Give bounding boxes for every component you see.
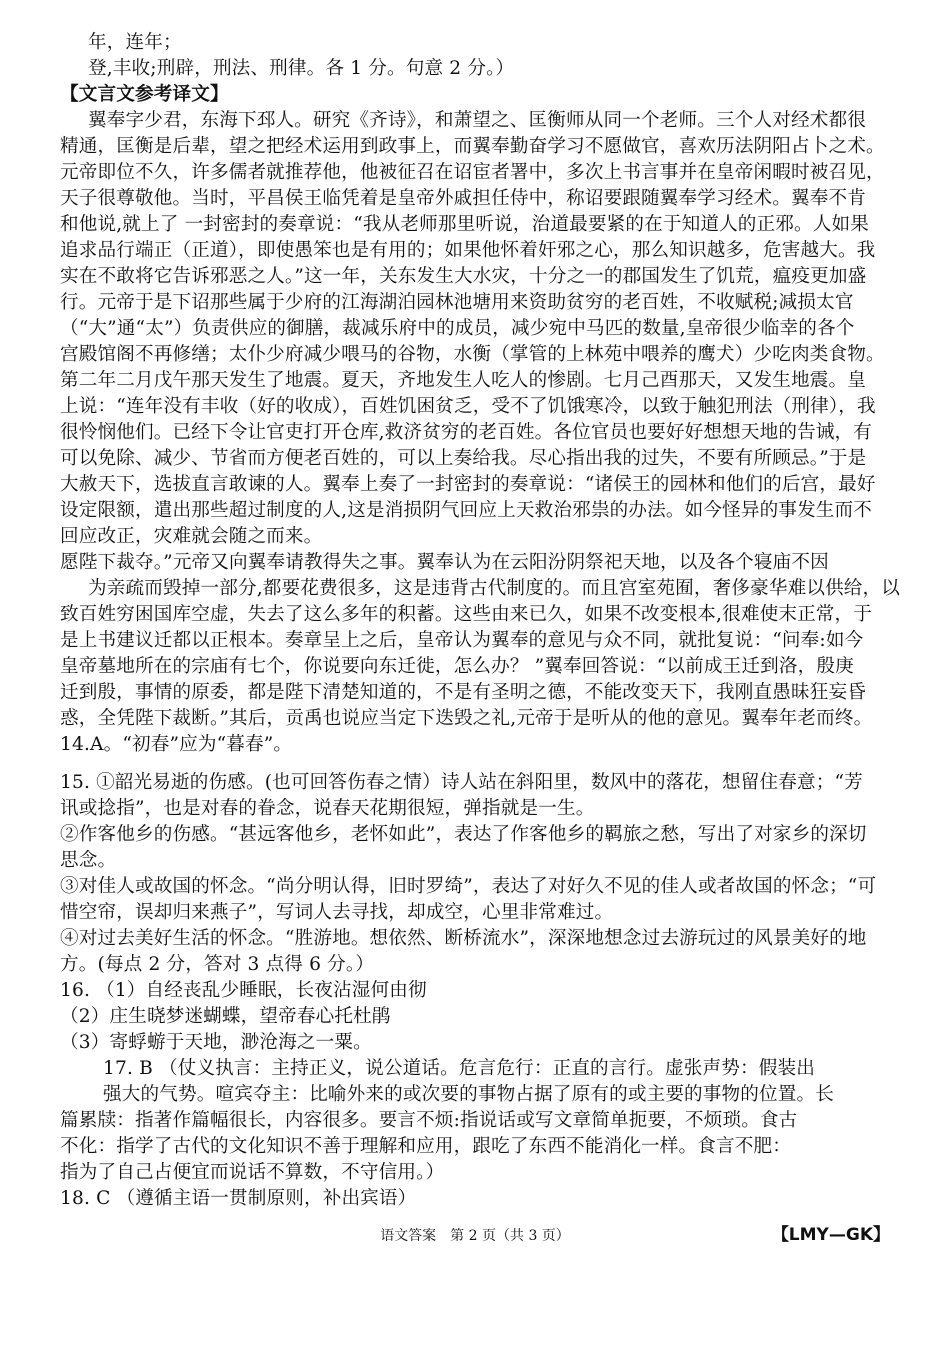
text-line: 17. B （仗义执言：主持正义，说公道话。危言危行：正直的言行。虚张声势：假装出 <box>103 1058 815 1079</box>
text-line: 篇累牍：指著作篇幅很长，内容很多。要言不烦:指说话或写文章简单扼要，不烦琐。食古 <box>60 1110 798 1131</box>
text-line: 14.A。“初春”应为“暮春”。 <box>60 734 293 755</box>
text-line: 很怜悯他们。已经下令让官吏打开仓库,救济贫穷的老百姓。各位官员也要好好想想天地的告诫，有 <box>60 422 873 443</box>
page-footer: 语文答案 第 2 页（共 3 页） <box>380 1228 570 1244</box>
text-line: （3）寄蜉蝣于天地，渺沧海之一粟。 <box>60 1032 372 1053</box>
section-heading: 【文言文参考译文】 <box>60 84 229 105</box>
text-line: 上说：“连年没有丰收（好的收成），百姓饥困贫乏，受不了饥饿寒冷，以致于触犯刑法（刑律），我 <box>60 396 876 417</box>
text-line: 实在不敢将它告诉邪恶之人。”这一年，关东发生大水灾，十分之一的郡国发生了饥荒，瘟疫更加盛 <box>60 266 867 287</box>
text-line: 是上书建议迁都以正根本。奏章呈上之后，皇帝认为翼奉的意见与众不同，就批复说：“问奉:如今 <box>60 630 864 651</box>
text-line: 皇帝墓地所在的宗庙有七个，你说要向东迁徙，怎么办？ ”翼奉回答说：“以前成王迁到洛，殷庚 <box>60 656 854 677</box>
text-line: 迁到殷，事情的原委，都是陛下清楚知道的，不是有圣明之德，不能改变天下，我刚直愚昧狂妄昏 <box>60 682 866 703</box>
text-line: （“大”通“太”）负责供应的御膳，裁减乐府中的成员，减少宛中马匹的数量,皇帝很少临幸的各个 <box>60 318 855 339</box>
text-line: 回应改正，灾难就会随之而来。 <box>60 526 323 547</box>
text-line: 方。(每点 2 分，答对 3 点得 6 分。） <box>60 954 375 975</box>
text-line: （2）庄生晓梦迷蝴蝶，望帝春心托杜鹃 <box>60 1006 391 1027</box>
text-line: 15. ①韶光易逝的伤感。(也可回答伤春之情）诗人站在斜阳里，数风中的落花，想留住春意；“芳 <box>60 772 863 793</box>
text-line: 不化：指学了古代的文化知识不善于理解和应用，跟吃了东西不能消化一样。食言不肥： <box>60 1136 792 1157</box>
text-line: 致百姓穷困国库空虚，失去了这么多年的积蓄。这些由来已久，如果不改变根本,很难使末正常，于 <box>60 604 873 625</box>
text-line: 第二年二月戊午那天发生了地震。夏天，齐地发生人吃人的惨剧。七月己酉那天，又发生地震。皇 <box>60 370 866 391</box>
text-line: 和他说,就上了 一封密封的奏章说：“我从老师那里听说，治道最要紧的在于知道人的正邪。人如果 <box>60 214 870 235</box>
text-line: ④对过去美好生活的怀念。“胜游地。想依然、断桥流水”，深深地想念过去游玩过的风景美好的地 <box>60 928 867 949</box>
text-line: 讯或捻指”，也是对春的眷念，说春天花期很短，弹指就是一生。 <box>60 798 595 819</box>
text-line: 行。元帝于是下诏那些属于少府的江海湖泊园林池塘用来资助贫穷的老百姓，不收赋税;减损太官 <box>60 292 854 313</box>
text-line: 愿陛下裁夺。”元帝又向翼奉请教得失之事。翼奉认为在云阳汾阴祭祀天地，以及各个寝庙不因 <box>60 552 829 573</box>
text-line: 追求品行端正（正道），即使愚笨也是有用的；如果他怀着奸邪之心，那么知识越多，危害越大。我 <box>60 240 876 261</box>
text-line: 16. （1）自经丧乱少睡眠，长夜沾湿何由彻 <box>60 980 427 1001</box>
text-line: 宫殿馆阁不再修缮；太仆少府减少喂马的谷物，水衡（掌管的上林苑中喂养的鹰犬）少吃肉类食物。 <box>60 344 885 365</box>
text-line: 惑，全凭陛下裁断。”其后，贡禹也说应当定下迭毁之礼,元帝于是听从的他的意见。翼奉年老而终。 <box>60 708 873 729</box>
text-line: 年，连年； <box>88 32 182 53</box>
text-line: 18. C （遵循主语一贯制原则，补出宾语） <box>60 1188 417 1209</box>
text-line: 精通，匡衡是后辈，望之把经术运用到政事上，而翼奉勤奋学习不愿做官，喜欢历法阴阳占卜之术。 <box>60 136 885 157</box>
text-line: 设定限额，遣出那些超过制度的人,这是消损阴气回应上天救治邪祟的办法。如今怪异的事发生而不 <box>60 500 873 521</box>
text-line: 翼奉字少君，东海下邳人。研究《齐诗》，和萧望之、匡衡师从同一个老师。三个人对经术都很 <box>88 110 866 131</box>
text-line: 为亲疏而毁掉一部分,都要花费很多，这是违背古代制度的。而且宫室苑囿，奢侈豪华难以供给，以 <box>88 578 901 599</box>
text-line: 可以免除、减少、节省而方便老百姓的，可以上奏给我。尽心指出我的过失，不要有所顾忌。”于是 <box>60 448 867 469</box>
text-line: 思念。 <box>60 850 117 871</box>
text-line: 指为了自己占便宜而说话不算数，不守信用。） <box>60 1162 445 1183</box>
text-line: 天子很尊敬他。当时，平昌侯王临凭着是皇帝外戚担任侍中，称诏要跟随翼奉学习经术。翼奉不肯 <box>60 188 866 209</box>
document-tag: 【LMY—GK】 <box>771 1225 890 1245</box>
text-line: 惜空帘，误却归来燕子”，写词人去寻找，却成空，心里非常难过。 <box>60 902 614 923</box>
text-line: ②作客他乡的伤感。“甚远客他乡，老怀如此”，表达了作客他乡的羁旅之愁，写出了对家乡的深切 <box>60 824 867 845</box>
text-line: 大赦天下，选拔直言敢谏的人。翼奉上奏了一封密封的奏章说：“诸侯王的园林和他们的后宫，最好 <box>60 474 876 495</box>
text-line: ③对佳人或故国的怀念。“尚分明认得，旧时罗绮”，表达了对好久不见的佳人或者故国的怀念；“可 <box>60 876 877 897</box>
text-line: 强大的气势。喧宾夺主：比喻外来的或次要的事物占据了原有的或主要的事物的位置。长 <box>103 1084 835 1105</box>
text-line: 元帝即位不久，许多儒者就推荐他，他被征召在诏宦者署中，多次上书言事并在皇帝闲暇时被召见， <box>60 162 885 183</box>
text-line: 登,丰收;刑辟，刑法、刑律。各 1 分。句意 2 分。） <box>88 58 515 79</box>
